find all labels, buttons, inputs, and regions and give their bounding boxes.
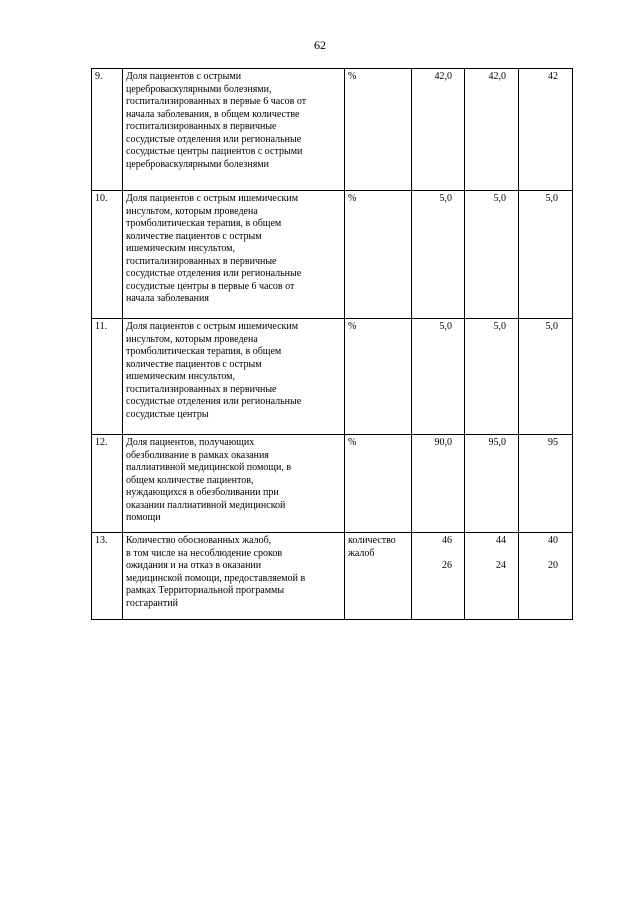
row-number: 10. xyxy=(92,191,123,319)
value: 44 xyxy=(496,535,506,546)
indicator-name-line: Доля пациентов, получающих xyxy=(126,437,255,448)
indicator-name-line: медицинской помощи, предоставляемой в xyxy=(126,572,306,584)
value: 5,0 xyxy=(493,193,506,204)
indicator-name-line: ишемическим инсультом, xyxy=(126,243,235,254)
indicator-name-line: начала заболевания, в общем количестве xyxy=(126,108,300,120)
table-row xyxy=(92,319,573,435)
indicator-name-line: госпитализированных в первые 6 часов от xyxy=(126,96,307,107)
unit-line: % xyxy=(348,71,357,82)
value: 5,0 xyxy=(439,193,452,204)
row-number: 12. xyxy=(92,435,123,533)
indicator-name-line: рамках Территориальной программы xyxy=(126,585,285,596)
indicator-name-line: госгарантий xyxy=(126,597,178,609)
unit-line: жалоб xyxy=(348,547,375,559)
value-cell-2 xyxy=(465,319,519,435)
row-number: 9. xyxy=(92,69,123,191)
indicator-name-line: инсультом, которым проведена xyxy=(126,333,258,345)
indicator-name-line: тромболитическая терапия, в общем xyxy=(126,218,282,229)
value: 26 xyxy=(442,559,452,571)
value-spacer xyxy=(522,548,558,560)
value-cell-1 xyxy=(412,191,465,319)
unit-line: % xyxy=(348,193,357,204)
unit-line: количество xyxy=(348,535,396,546)
value: 5,0 xyxy=(493,321,506,332)
value: 95 xyxy=(548,437,558,448)
value-cell-1 xyxy=(412,69,465,191)
value-cell-3 xyxy=(519,533,573,620)
value-spacer xyxy=(468,548,506,560)
indicator-name-line: помощи xyxy=(126,512,161,523)
unit-cell xyxy=(345,319,412,435)
page-number: 62 xyxy=(314,38,326,52)
indicators-table-container xyxy=(91,68,573,620)
value: 42,0 xyxy=(488,71,506,82)
indicator-name-line: сосудистые отделения или региональные xyxy=(126,133,302,145)
value-cell-3 xyxy=(519,319,573,435)
indicator-name-line: инсультом, которым проведена xyxy=(126,205,258,217)
value-cell-2 xyxy=(465,69,519,191)
value: 5,0 xyxy=(545,321,558,332)
table-row xyxy=(92,435,573,533)
indicator-name xyxy=(123,319,345,435)
indicator-name-line: ишемическим инсультом, xyxy=(126,371,235,382)
value: 42,0 xyxy=(434,71,452,82)
indicator-name-line: Доля пациентов с острыми xyxy=(126,71,242,82)
value-cell-2 xyxy=(465,435,519,533)
value: 5,0 xyxy=(439,321,452,332)
indicator-name-line: цереброваскулярными болезнями xyxy=(126,158,269,170)
unit-cell xyxy=(345,191,412,319)
value: 42 xyxy=(548,71,558,82)
indicator-name-line: количестве пациентов с острым xyxy=(126,358,262,370)
value-cell-1 xyxy=(412,435,465,533)
value: 24 xyxy=(496,559,506,571)
indicator-name-line: Доля пациентов с острым ишемическим xyxy=(126,193,299,204)
indicator-name-line: Доля пациентов с острым ишемическим xyxy=(126,321,299,332)
indicator-name-line: сосудистые центры в первые 6 часов от xyxy=(126,280,295,292)
indicator-name xyxy=(123,191,345,319)
value-spacer xyxy=(415,548,452,560)
indicator-name-line: госпитализированных в первичные xyxy=(126,121,277,132)
indicator-name-line: Количество обоснованных жалоб, xyxy=(126,535,272,546)
indicator-name-line: в том числе на несоблюдение сроков xyxy=(126,547,283,559)
unit-cell xyxy=(345,69,412,191)
indicator-name-line: цереброваскулярными болезнями, xyxy=(126,83,272,95)
indicator-name-line: тромболитическая терапия, в общем xyxy=(126,346,282,357)
value-cell-1 xyxy=(412,533,465,620)
indicator-name-line: общем количестве пациентов, xyxy=(126,474,254,486)
value: 5,0 xyxy=(545,193,558,204)
table-row xyxy=(92,69,573,191)
value-cell-1 xyxy=(412,319,465,435)
indicator-name-line: сосудистые отделения или региональные xyxy=(126,268,302,279)
value-cell-2 xyxy=(465,191,519,319)
indicator-name xyxy=(123,435,345,533)
indicators-table xyxy=(91,68,573,620)
unit-cell xyxy=(345,533,412,620)
indicator-name xyxy=(123,69,345,191)
table-row xyxy=(92,191,573,319)
value-cell-3 xyxy=(519,191,573,319)
value: 46 xyxy=(442,535,452,546)
indicator-name-line: сосудистые отделения или региональные xyxy=(126,396,302,407)
value: 95,0 xyxy=(488,437,506,448)
unit-line: % xyxy=(348,437,357,448)
indicator-name-line: нуждающихся в обезболивании при xyxy=(126,487,279,498)
value-cell-3 xyxy=(519,69,573,191)
indicator-name-line: сосудистые центры пациентов с острыми xyxy=(126,146,303,157)
indicator-name-line: госпитализированных в первичные xyxy=(126,255,277,267)
indicator-name-line: сосудистые центры xyxy=(126,408,209,420)
indicator-name-line: количестве пациентов с острым xyxy=(126,230,262,242)
unit-cell xyxy=(345,435,412,533)
value: 90,0 xyxy=(434,437,452,448)
indicator-name-line: госпитализированных в первичные xyxy=(126,383,277,395)
unit-line: % xyxy=(348,321,357,332)
indicator-name-line: оказании паллиативной медицинской xyxy=(126,499,286,511)
row-number: 13. xyxy=(92,533,123,620)
value-cell-3 xyxy=(519,435,573,533)
indicator-name-line: паллиативной медицинской помощи, в xyxy=(126,462,292,473)
indicator-name-line: обезболивание в рамках оказания xyxy=(126,449,269,461)
value-cell-2 xyxy=(465,533,519,620)
value: 40 xyxy=(548,535,558,546)
indicator-name-line: начала заболевания xyxy=(126,293,209,304)
indicator-name xyxy=(123,533,345,620)
table-row xyxy=(92,533,573,620)
value: 20 xyxy=(548,559,558,571)
indicator-name-line: ожидания и на отказ в оказании xyxy=(126,560,262,571)
row-number: 11. xyxy=(92,319,123,435)
